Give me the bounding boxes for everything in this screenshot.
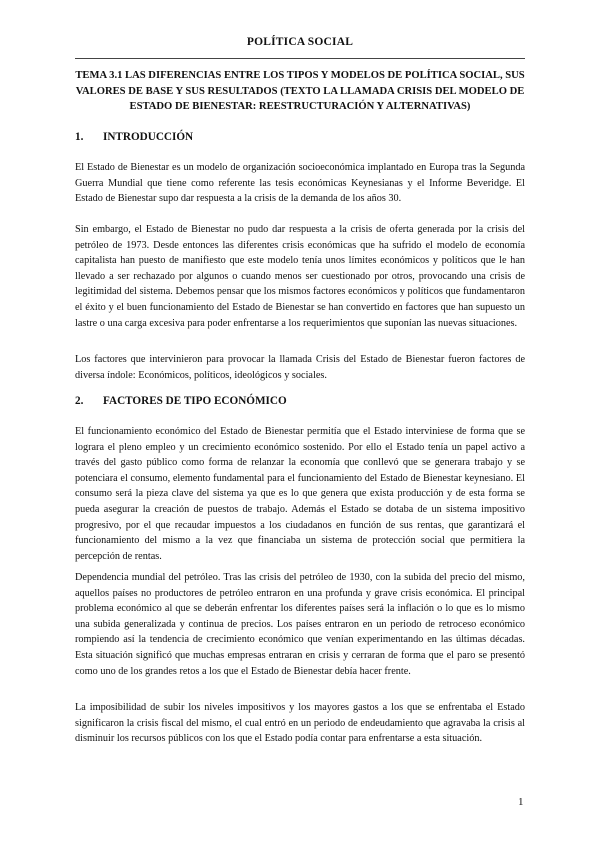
section-number: 2. <box>75 395 84 407</box>
page-number: 1 <box>518 796 524 808</box>
paragraph: La imposibilidad de subir los niveles impositivos y los mayores gastos a los que se enfrentaba el Estado significaron la crisis fiscal del mismo, el cual entró en un periodo de endeudamiento que agravaba la crisis al disminuir los recursos públicos con los que el Estado podía contar para enfrentarse a esta situación. <box>75 702 525 745</box>
section-title: FACTORES DE TIPO ECONÓMICO <box>103 395 287 407</box>
document-header: POLÍTICA SOCIAL <box>246 36 354 48</box>
paragraph: Los factores que intervinieron para provocar la llamada Crisis del Estado de Bienestar fueron factores de diversa índole: Económicos, políticos, ideológicos y sociales. <box>75 354 525 381</box>
paragraph: El Estado de Bienestar es un modelo de organización socioeconómica implantado en Europa tras la Segunda Guerra Mundial que tiene como referente las tesis económicas Keynesianas y el Informe Beveridge. El Estado de Bienestar supo dar respuesta a la crisis de la demanda de los años 30. <box>75 162 525 205</box>
section-number: 1. <box>75 131 84 143</box>
paragraph: Sin embargo, el Estado de Bienestar no pudo dar respuesta a la crisis de oferta generada por la crisis del petróleo de 1973. Desde entonces las diferentes crisis económicas que ha sufrido el modelo de economía capitalista han puesto de manifiesto que este modelo tenía unos límites económicos y políticos que le han llevado a ser rechazado por algunos o cuando menos ser cuestionado por otros, provocando una crisis de legitimidad del sistema. Debemos pensar que los mismos factores económicos y políticos que fundamentaron el éxito y el buen funcionamiento del Estado de Bienestar se han convertido en factores que han supuesto un lastre o una carga excesiva para poder enfrentarse a los requerimientos que suponían las nuevas situaciones. <box>75 224 525 329</box>
header-divider <box>75 58 525 59</box>
section-heading-factores-economicos <box>75 395 525 407</box>
paragraph: Dependencia mundial del petróleo. Tras las crisis del petróleo de 1930, con la subida del precio del mismo, aquellos países no productores de petróleo entraron en una profunda y grave crisis económica. El principal problema económico al que se deberán enfrentar los diferentes países será la inflación o lo que es lo mismo una subida generalizada y continua de precios. Los países entraron en un periodo de retroceso económico rompiendo así la tendencia de crecimiento económico que venían experimentando en las últimas décadas. Esta situación significó que muchas empresas entraran en crisis y cerraran de forma que el paro se presentó como uno de los grandes retos a los que el Estado de Bienestar debía hacer frente. <box>75 572 525 677</box>
topic-title: TEMA 3.1 LAS DIFERENCIAS ENTRE LOS TIPOS Y MODELOS DE POLÍTICA SOCIAL, SUS VALORES DE BASE Y SUS RESULTADOS (TEXTO LA LLAMADA CRISIS DEL MODELO DE ESTADO DE BIENESTAR: REESTRUCTURACIÓN Y ALTERNATIVAS) <box>75 70 525 112</box>
section-heading-introduccion <box>75 131 525 143</box>
paragraph: El funcionamiento económico del Estado de Bienestar permitía que el Estado interviniese de forma que se lograra el pleno empleo y un crecimiento económico sostenido. Por ello el Estado tenía un papel activo a través del gasto público como forma de relanzar la economía que conllevó que se generara trabajo y se potenciara el consumo, elemento fundamental para el funcionamiento del Estado de Bienestar keynesiano. El consumo será la pieza clave del sistema ya que es lo que genera que exista producción y de esta forma se pueda asegurar la creación de puestos de trabajo. Además el Estado se dotaba de un sistema impositivo progresivo, por el que recaudar impuestos a los ciudadanos en función de sus rentas, que garantizará el funcionamiento del mismo a la vez que financiaba un sistema de protección social que permitiera la percepción de rentas. <box>75 426 525 562</box>
section-title: INTRODUCCIÓN <box>103 131 194 143</box>
